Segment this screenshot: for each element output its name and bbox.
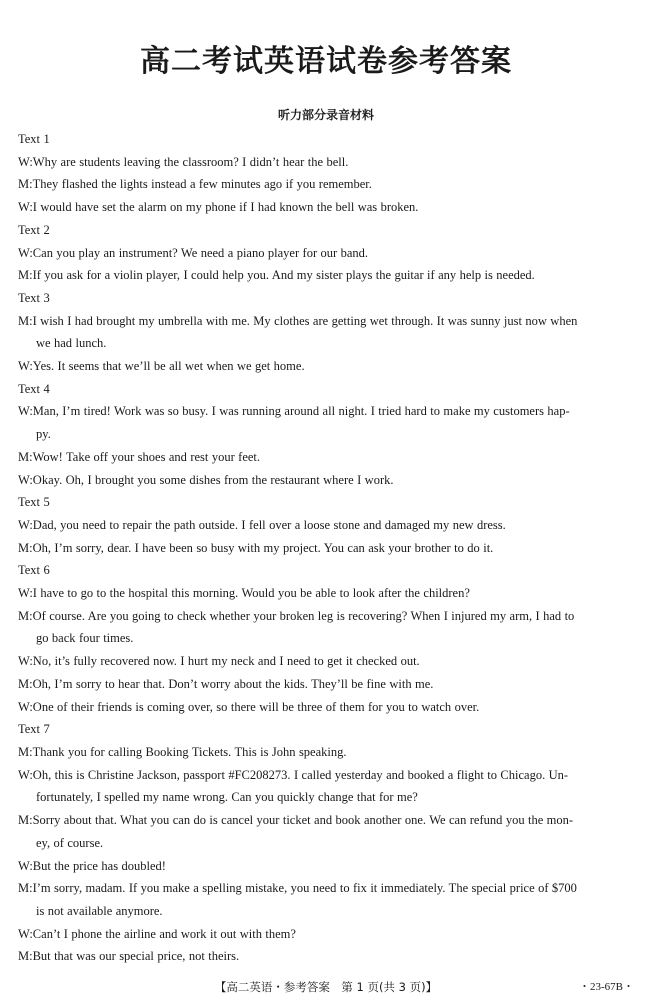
dialogue-line: M:Oh, I’m sorry to hear that. Don’t worry about the kids. They’ll be fine with me.: [18, 676, 434, 691]
dialogue-line: M:Oh, I’m sorry, dear. I have been so busy with my project. You can ask your brother to do it.: [18, 540, 494, 555]
dialogue-line: W:Man, I’m tired! Work was so busy. I was running around all night. I tried hard to make my customers hap-: [18, 404, 570, 419]
dialogue-line: M:Wow! Take off your shoes and rest your feet.: [18, 449, 261, 464]
dialogue-line: W:Oh, this is Christine Jackson, passport #FC208273. I called yesterday and booked a flight to Chicago. Un-: [18, 767, 569, 782]
dialogue-line: M:Of course. Are you going to check whether your broken leg is recovering? When I injured my arm, I had to: [18, 608, 575, 623]
dialogue-line: M:Thank you for calling Booking Tickets. This is John speaking.: [18, 744, 347, 759]
dialogue-line: M:I wish I had brought my umbrella with me. My clothes are getting wet through. It was sunny just now when: [18, 313, 578, 328]
footer-page-info: 【高二英语・参考答案 第 1 页(共 3 页)】: [214, 980, 438, 994]
dialogue-line-continuation: py.: [36, 427, 51, 442]
text-heading: Text 1: [18, 132, 50, 146]
dialogue-line-continuation: go back four times.: [36, 631, 134, 646]
section-subtitle: 听力部分录音材料: [277, 108, 374, 122]
dialogue-line: M:Sorry about that. What you can do is cancel your ticket and book another one. We can refund you the mon-: [18, 813, 574, 828]
dialogue-line: W:One of their friends is coming over, so there will be three of them for you to watch over.: [18, 699, 480, 714]
dialogue-line: W:Can’t I phone the airline and work it out with them?: [18, 926, 296, 941]
dialogue-line-continuation: we had lunch.: [36, 336, 107, 351]
dialogue-line: M:They flashed the lights instead a few minutes ago if you remember.: [18, 177, 372, 192]
text-heading: Text 4: [18, 381, 50, 396]
dialogue-line: W:No, it’s fully recovered now. I hurt my neck and I need to get it checked out.: [18, 654, 420, 669]
dialogue-line-continuation: is not available anymore.: [36, 903, 163, 918]
text-heading: Text 6: [18, 563, 50, 578]
dialogue-line: W:Can you play an instrument? We need a piano player for our band.: [18, 245, 369, 260]
dialogue-line: M:But that was our special price, not theirs.: [18, 949, 240, 964]
text-heading: Text 3: [18, 290, 50, 305]
text-heading: Text 2: [18, 222, 50, 237]
transcript-body: [18, 128, 640, 968]
dialogue-line: W:I have to go to the hospital this morning. Would you be able to look after the children?: [18, 586, 470, 601]
dialogue-line: W:Why are students leaving the classroom? I didn’t hear the bell.: [18, 154, 349, 169]
footer-doc-code: ・23-67B・: [579, 981, 634, 993]
text-heading: Text 7: [18, 722, 50, 737]
dialogue-line: W:Dad, you need to repair the path outside. I fell over a loose stone and damaged my new dress.: [18, 517, 506, 532]
page-footer: [0, 978, 652, 996]
dialogue-line-continuation: fortunately, I spelled my name wrong. Can you quickly change that for me?: [36, 790, 418, 805]
dialogue-line: M:If you ask for a violin player, I could help you. And my sister plays the guitar if any help is needed.: [18, 268, 535, 283]
dialogue-line: W:Okay. Oh, I brought you some dishes from the restaurant where I work.: [18, 472, 394, 487]
page-title: 高二考试英语试卷参考答案: [140, 44, 512, 79]
dialogue-line: M:I’m sorry, madam. If you make a spelling mistake, you need to fix it immediately. The special price of $700: [18, 881, 577, 896]
dialogue-line: W:But the price has doubled!: [18, 858, 166, 873]
text-heading: Text 5: [18, 495, 50, 510]
dialogue-line-continuation: ey, of course.: [36, 835, 104, 850]
dialogue-line: W:Yes. It seems that we’ll be all wet when we get home.: [18, 359, 305, 374]
dialogue-line: W:I would have set the alarm on my phone if I had known the bell was broken.: [18, 200, 419, 215]
